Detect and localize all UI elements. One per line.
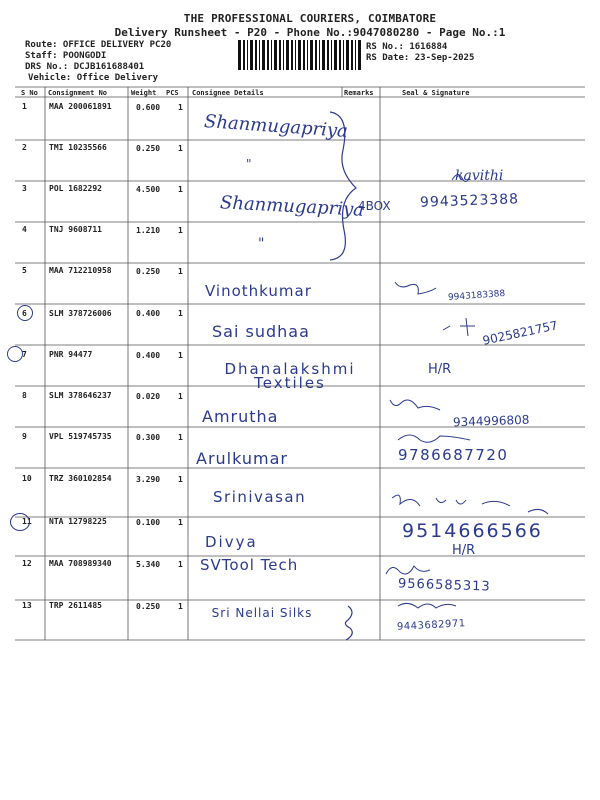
- row-sno: 12: [22, 559, 32, 568]
- row-consignment: VPL 519745735: [49, 432, 112, 441]
- row-weight: 1.210: [136, 226, 161, 235]
- hw-consignee-11: Divya: [205, 533, 258, 551]
- hw-consignee-12: SVTool Tech: [200, 556, 299, 574]
- barcode-bar: [243, 40, 245, 70]
- barcode-bar: [315, 40, 317, 70]
- hw-consignee-3: Shanmugapriya: [219, 192, 365, 221]
- row-sno: 5: [22, 266, 27, 275]
- hw-consignee-9: Arulkumar: [196, 449, 288, 468]
- row-pcs: 1: [178, 309, 183, 318]
- barcode-bar: [343, 40, 344, 70]
- hw-consignee-10: Srinivasan: [213, 488, 307, 506]
- barcode-bar: [331, 40, 332, 70]
- barcode-bar: [295, 40, 296, 70]
- row-pcs: 1: [178, 392, 183, 401]
- row-sno: 10: [22, 474, 32, 483]
- runsheet-title: Delivery Runsheet - P20 - Phone No.:9047080280 - Page No.:1: [114, 26, 506, 39]
- hw-phone-8: 9344996808: [452, 412, 530, 430]
- vehicle-label: Vehicle: Office Delivery: [28, 73, 159, 83]
- row-sno: 8: [22, 391, 27, 400]
- hw-phone-13: 9443682971: [396, 618, 466, 633]
- hw-remark-4box: 4BOX: [358, 199, 391, 213]
- row-consignment: MAA 200061891: [49, 102, 112, 111]
- hw-hr-7: H/R: [428, 362, 452, 377]
- row-pcs: 1: [178, 185, 183, 194]
- company-name: THE PROFESSIONAL COURIERS, COIMBATORE: [183, 12, 437, 25]
- row-consignment: SLM 378646237: [49, 391, 112, 400]
- row-consignment: MAA 708989340: [49, 559, 112, 568]
- col-consignment: Consignment No: [48, 89, 108, 97]
- row-weight: 0.400: [136, 351, 161, 360]
- col-pcs: PCS: [166, 89, 179, 97]
- handwritten-circle-11: [10, 513, 30, 531]
- row-pcs: 1: [178, 226, 183, 235]
- barcode-bar: [291, 40, 293, 70]
- row-sno: 3: [22, 184, 27, 193]
- col-remarks: Remarks: [344, 89, 374, 97]
- hw-consignee-7: Dhanalakshmi Textiles: [224, 360, 356, 392]
- barcode-bar: [319, 40, 320, 70]
- row-sno: 1: [22, 102, 27, 111]
- row-weight: 0.400: [136, 309, 161, 318]
- row-weight: 0.100: [136, 518, 161, 527]
- row-pcs: 1: [178, 433, 183, 442]
- barcode-bar: [274, 40, 277, 70]
- barcode-bar: [255, 40, 257, 70]
- hw-phone-6: 9025821757: [481, 318, 559, 348]
- row-consignment: MAA 712210958: [49, 266, 112, 275]
- barcode-bar: [310, 40, 313, 70]
- row-consignment: POL 1682292: [49, 184, 102, 193]
- handwritten-circle-6: [17, 305, 33, 321]
- barcode-bar: [355, 40, 356, 70]
- col-seal: Seal & Signature: [402, 89, 470, 97]
- hw-phone-5: 9943183388: [447, 289, 506, 303]
- row-pcs: 1: [178, 103, 183, 112]
- handwritten-circle-7: [7, 346, 23, 362]
- hw-phone-9: 9786687720: [398, 446, 509, 464]
- row-consignment: NTA 12798225: [49, 517, 107, 526]
- barcode-bar: [283, 40, 284, 70]
- rs-date-label: RS Date: 23-Sep-2025: [366, 53, 475, 63]
- row-consignment: TRZ 360102854: [49, 474, 112, 483]
- row-sno: 11: [22, 517, 32, 526]
- barcode-bar: [298, 40, 301, 70]
- row-consignment: SLM 378726006: [49, 309, 112, 318]
- barcode-bar: [334, 40, 337, 70]
- barcode-bar: [267, 40, 269, 70]
- row-weight: 4.500: [136, 185, 161, 194]
- row-pcs: 1: [178, 602, 183, 611]
- row-weight: 0.600: [136, 103, 161, 112]
- row-consignment: TNJ 9608711: [49, 225, 102, 234]
- row-weight: 3.290: [136, 475, 161, 484]
- barcode-bar: [271, 40, 272, 70]
- hw-consignee-2: ": [246, 157, 252, 171]
- barcode-bar: [339, 40, 341, 70]
- hw-consignee-4: ": [258, 236, 265, 252]
- col-weight: Weight: [131, 89, 157, 97]
- row-weight: 0.250: [136, 267, 161, 276]
- row-consignment: TRP 2611485: [49, 601, 102, 610]
- hw-phone-12: 9566585313: [397, 576, 491, 595]
- row-sno: 4: [22, 225, 27, 234]
- barcode-bar: [279, 40, 281, 70]
- row-weight: 0.020: [136, 392, 161, 401]
- barcode-bar: [286, 40, 289, 70]
- barcode-bar: [322, 40, 325, 70]
- barcode-bar: [346, 40, 349, 70]
- hw-hr-11: H/R: [452, 543, 476, 558]
- row-pcs: 1: [178, 560, 183, 569]
- signature-scribbles: [380, 0, 600, 800]
- row-weight: 0.250: [136, 144, 161, 153]
- row-sno: 9: [22, 432, 27, 441]
- rs-no-label: RS No.: 1616884: [366, 42, 448, 52]
- row-sno: 7: [22, 350, 27, 359]
- route-label: Route: OFFICE DELIVERY PC20: [25, 40, 172, 50]
- row-sno: 13: [22, 601, 32, 610]
- hw-consignee-6: Sai sudhaa: [212, 322, 310, 341]
- row-pcs: 1: [178, 267, 183, 276]
- barcode: [238, 40, 362, 70]
- hw-signature-2: kavithi: [455, 168, 504, 184]
- row-consignment: PNR 94477: [49, 350, 93, 359]
- row-pcs: 1: [178, 351, 183, 360]
- hw-consignee-13: Sri Nellai Silks: [211, 606, 313, 620]
- col-consignee: Consignee Details: [192, 89, 264, 97]
- barcode-bar: [259, 40, 260, 70]
- row-weight: 0.300: [136, 433, 161, 442]
- barcode-bar: [247, 40, 248, 70]
- hw-phone-3: 9943523388: [419, 191, 520, 211]
- barcode-bar: [262, 40, 265, 70]
- hw-consignee-1: Shanmugapriya: [203, 111, 349, 142]
- barcode-bar: [327, 40, 329, 70]
- col-sno: S No: [21, 89, 38, 97]
- barcode-bar: [238, 40, 241, 70]
- row-sno: 6: [22, 309, 27, 318]
- row-pcs: 1: [178, 475, 183, 484]
- hw-consignee-8: Amrutha: [202, 407, 279, 426]
- row-weight: 0.250: [136, 602, 161, 611]
- drs-label: DRS No.: DCJB161688401: [25, 62, 145, 72]
- row-weight: 5.340: [136, 560, 161, 569]
- barcode-bar: [358, 40, 361, 70]
- barcode-bar: [351, 40, 353, 70]
- staff-label: Staff: POONGODI: [25, 51, 107, 61]
- row-sno: 2: [22, 143, 27, 152]
- barcode-bar: [250, 40, 253, 70]
- row-pcs: 1: [178, 518, 183, 527]
- hw-phone-11: 9514666566: [402, 520, 543, 542]
- row-consignment: TMI 10235566: [49, 143, 107, 152]
- row-pcs: 1: [178, 144, 183, 153]
- barcode-bar: [307, 40, 308, 70]
- hw-consignee-5: Vinothkumar: [205, 282, 312, 300]
- barcode-bar: [303, 40, 305, 70]
